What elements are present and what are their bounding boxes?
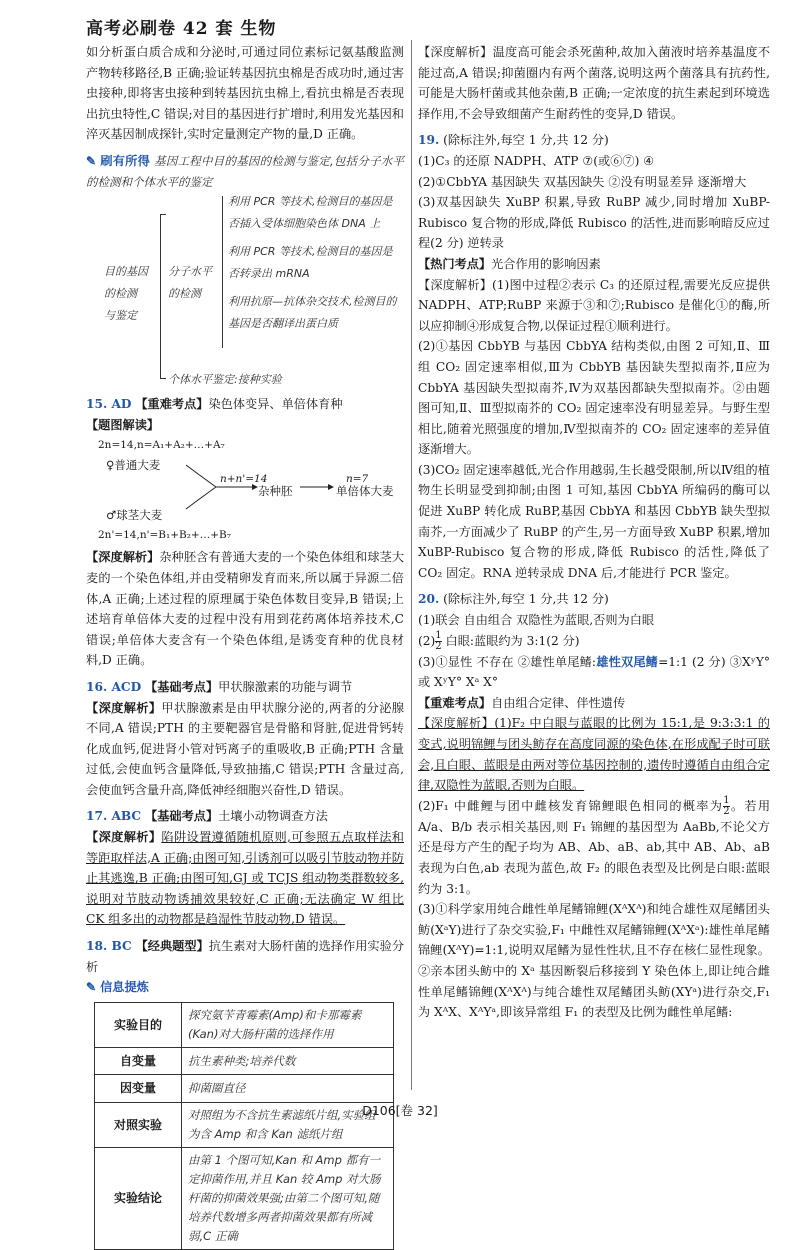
tree-mid-1: 分子水平: [168, 265, 212, 279]
cross-result: 单倍体大麦: [336, 484, 394, 499]
q20-answer-2: [418, 631, 770, 652]
q20-heading: [418, 589, 770, 610]
q15-analysis-text: 杂种胚含有普通大麦的一个染色体组和球茎大麦的一个染色体组,并由受精卵发育而来,所以属于异源二倍体,A 正确;上述过程的原理属于染色体数目变异,B 错误;上述培育单倍体大麦的过程中没有用到花药离体培养技术,C 错误;单倍体大麦含有一个染色体组,是诱变育种的优良材料,D 正确。: [86, 550, 405, 668]
note-text: 基因工程中目的基因的检测与鉴定,包括分子水平的检测和个体水平的鉴定: [86, 153, 405, 189]
table-row: [95, 1148, 394, 1250]
tree-item-1: 利用 PCR 等技术,检测目的基因是: [228, 195, 393, 209]
q20-a2-pre: (2): [418, 633, 436, 648]
q19-hot-tag: 【热门考点】: [418, 256, 492, 271]
q15-analysis: [86, 547, 404, 671]
q15-number: 15. AD: [86, 397, 132, 412]
table-row: [95, 1047, 394, 1075]
tree-item-5: 利用抗原—抗体杂交技术,检测目的: [228, 295, 397, 309]
table-cell: 抑菌圈直径: [182, 1075, 394, 1103]
q17-number: 17. ABC: [86, 809, 142, 824]
page-header: 高考必刷卷 42 套 生物: [86, 19, 277, 39]
tree-item-4: 否转录出 mRNA: [228, 267, 310, 281]
q20-scoring: (除标注外,每空 1 分,共 12 分): [443, 592, 609, 607]
q19-analysis-3: (3)CO₂ 固定速率越低,光合作用越弱,生长越受限制,所以Ⅳ组的植物生长明显受到抑制;由图 1 可知,基因 CbbYA 所编码的酶可以促进 XuBP 转化成 RuBP,基因 CbbYA 和基因 CbbYB 缺失型拟南芥,一方面减少了 RuBP 的产生,另一方面导致 XuBP 积累,增加 XuBP-Rubisco 复合物的形成,降低 Rubisco 的活性,降低了 CO₂ 固定。RNA 逆转录成 DNA 后,才能进行 PCR 鉴定。: [418, 462, 770, 580]
info-table: [94, 1002, 394, 1250]
q19-scoring: (除标注外,每空 1 分,共 12 分): [443, 133, 609, 148]
fraction-denominator: 2: [435, 640, 442, 652]
page-footer: D106[卷 32]: [362, 1103, 438, 1118]
q16-heading: [86, 677, 404, 698]
cross-hybrid: 杂种胚: [258, 484, 293, 499]
q20-an2-post: 。若用 A/a、B/b 表示相关基因,则 F₁ 锦鲤的基因型为 AaBb,不论父方还是母方产生的配子均为 AB、Ab、aB、ab,其中 AB、Ab、aB 表现为白色,ab 表现为蓝色,故 F₂ 的眼色表型及比例是白眼:蓝眼约为 3:1。: [418, 798, 771, 896]
q19-heading: [418, 130, 770, 151]
q19-answer-2: (2)①CbbYA 基因缺失 双基因缺失 ②没有明显差异 逐渐增大: [418, 174, 747, 189]
pencil-icon: ✎: [86, 153, 97, 168]
q16-number: 16. ACD: [86, 679, 142, 694]
q20-analysis-2: [418, 796, 770, 899]
q15-topic: 染色体变异、单倍体育种: [208, 397, 343, 412]
intro-paragraph: 如分析蛋白质合成和分泌时,可通过同位素标记氨基酸监测产物转移路径,B 正确;验证转基因抗虫棉是否成功时,通过害虫接种,即将害虫接种到转基因抗虫棉上,看抗虫棉是否表现出抗虫特性,C 错误;对目的基因进行扩增时,利用发光基因和淬灭基因制成探针,实时定量测定产物的量,D 正确。: [86, 45, 404, 142]
table-cell: 由第 1 个图可知,Kan 和 Amp 都有一定抑菌作用,并且 Kan 较 Amp 对大肠杆菌的抑菌效果强;由第二个图可知,随培养代数增多两者抑菌效果都有所减弱,C 正确: [182, 1148, 394, 1250]
q17-analysis: [86, 827, 404, 930]
q18-heading: [86, 936, 404, 977]
q20-a3-post: =1:1 (2 分) ③XʸY° 或 XʸY° Xᵃ X°: [418, 654, 771, 690]
tree-bracket-2: [222, 196, 223, 348]
q19-answer-3: (3)双基因缺失 XuBP 积累,导致 RuBP 减少,同时增加 XuBP-Rubisco 复合物的形成,降低 Rubisco 的活性,进而影响暗反应过程(2 分) 逆转录: [418, 195, 770, 251]
q18-number: 18. BC: [86, 939, 132, 954]
q20-key-tag: 【重难考点】: [418, 695, 492, 710]
tree-mid-2: 的检测: [168, 287, 201, 301]
q20-answer-1: (1)联会 自由组合 双隐性为蓝眼,否则为白眼: [418, 613, 655, 628]
tree-item-3: 利用 PCR 等技术,检测目的基因是: [228, 245, 393, 259]
cross-arrows: [98, 435, 338, 547]
q20-analysis-3: (3)①科学家用纯合雌性单尾鳍锦鲤(XᴬXᴬ)和纯合雄性双尾鳍团头鲂(XᵃY)进行了杂交实验,F₁ 中雌性双尾鳍锦鲤(XᴬXᵃ):雄性单尾鳍锦鲤(XᴬY)=1:1,说明双尾鳍为显性性状,且不存在核仁显性现象。②亲本团头鲂中的 Xᵃ 基因断裂后移接到 Y 染色体上,即让纯合雌性单尾鳍锦鲤(XᴬXᴬ)与纯合雄性双尾鳍团头鲂(XYᵃ)进行杂交,F₁ 为 XᴬX、XᴬYᵃ,即该异常组 F₁ 的表型及比例为雌性单尾鳍:: [418, 902, 770, 1020]
right-column: [418, 42, 770, 1023]
cross-bottom: 2n'=14,n'=B₁+B₂+…+B₇: [98, 529, 231, 542]
tree-root-2: 的检测: [104, 287, 137, 301]
q16-analysis-tag: 【深度解析】: [86, 700, 162, 715]
table-row: [95, 1075, 394, 1103]
q17-topic: 土壤小动物调查方法: [218, 809, 328, 824]
table-cell: 抗生素种类;培养代数: [182, 1047, 394, 1075]
table-head: 实验结论: [95, 1148, 182, 1250]
q20-an2-pre: (2)F₁ 中雌鲤与团中雌核发育锦鲤眼色相同的概率为: [418, 798, 724, 813]
pencil-icon: ✎: [86, 980, 97, 995]
fraction-denominator: 2: [723, 805, 730, 817]
table-cell: 对照组为不含抗生素滤纸片组,实验组为含 Amp 和含 Kan 滤纸片组: [182, 1103, 394, 1148]
q18-tag: 【经典题型】: [135, 939, 209, 954]
q19-analysis-2: (2)①基因 CbbYB 与基因 CbbYA 结构类似,由图 2 可知,Ⅱ、Ⅲ组 CO₂ 固定速率相似,Ⅲ为 CbbYB 基因缺失型拟南芥,Ⅱ应为 CbbYA 基因缺失型拟南芥,Ⅳ为双基因都缺失型拟南芥。②由题图可知,Ⅱ、Ⅲ型拟南芥的 CO₂ 固定速率没有明显差异。与野生型相比,随着光照强度的增加,Ⅳ型拟南芥的 CO₂ 固定速率的差异值逐渐增大。: [418, 339, 770, 457]
q16-topic: 甲状腺激素的功能与调节: [218, 679, 353, 694]
note-paragraph: [86, 151, 404, 192]
table-cell: 探究氨苄青霉素(Amp)和卡那霉素(Kan)对大肠杆菌的选择作用: [182, 1002, 394, 1047]
fraction-numerator: 1: [723, 794, 730, 806]
q19-hot-text: 光合作用的影响因素: [491, 256, 601, 271]
fraction-numerator: 1: [435, 629, 442, 641]
column-divider: [411, 40, 412, 1090]
q17-heading: [86, 806, 404, 827]
detection-tree: [90, 192, 404, 388]
tree-tick: [160, 378, 166, 379]
cross-male: ♂球茎大麦: [106, 508, 163, 523]
table-head: 因变量: [95, 1075, 182, 1103]
tree-item-2: 否插入受体细胞染色体 DNA 上: [228, 217, 381, 231]
q20-analysis-1: 【深度解析】(1)F₂ 中白眼与蓝眼的比例为 15:1,是 9:3:3:1 的变式,说明锦鲤与团头鲂存在高度同源的染色体,在形成配子时可联会,且白眼、蓝眼是由两对等位基因控制的,遗传时遵循自由组合定律,双隐性为蓝眼,否则为白眼。: [418, 716, 770, 793]
q19-answer-1: (1)C₃ 的还原 NADPH、ATP ⑦(或⑥⑦) ④: [418, 153, 655, 168]
cross-female: ♀普通大麦: [106, 458, 161, 473]
q16-analysis-text: 甲状腺激素是由甲状腺分泌的,两者的分泌腺不同,A 错误;PTH 的主要靶器官是骨骼和肾脏,促进骨钙转化成血钙,促进肾小管对钙离子的重吸收,B 正确;PTH 含量过低,会使血钙含量降低,导致抽搐,C 错误;PTH 含量过高,会使血钙含量升高,降低神经细胞兴奋性,D 错误。: [86, 700, 404, 797]
table-head: 自变量: [95, 1047, 182, 1075]
cross-n7: n=7: [346, 473, 369, 486]
table-row: [95, 1002, 394, 1047]
tree-item-6: 基因是否翻译出蛋白质: [228, 317, 338, 331]
q18-continued: 【深度解析】温度高可能会杀死菌种,故加入菌液时培养基温度不能过高,A 错误;抑菌圈内有两个菌落,说明这两个菌落具有抗药性,可能是大肠杆菌或其他杂菌,B 正确;一定浓度的抗生素起到环境选择作用,不会导致细菌产生耐药性的变异,D 错误。: [418, 45, 770, 121]
table-head: 对照实验: [95, 1103, 182, 1148]
tree-root-1: 目的基因: [104, 265, 148, 279]
q20-number: 20.: [418, 592, 440, 607]
table-head: 实验目的: [95, 1002, 182, 1047]
cross-diagram: [98, 435, 404, 547]
tree-root-3: 与鉴定: [104, 309, 137, 323]
q19-analysis-1: 【深度解析】(1)图中过程②表示 C₃ 的还原过程,需要光反应提供 NADPH、ATP;RuBP 来源于③和⑦;Rubisco 是催化①的酶,所以应抑制④形成复合物,以保证过程①顺利进行。: [418, 277, 770, 333]
q20-a3-pre: (3)①显性 不存在 ②雄性单尾鳍:: [418, 654, 597, 669]
q18-info-label: [86, 977, 404, 998]
tree-individual: 个体水平鉴定:接种实验: [168, 373, 282, 387]
cross-sum: n+n'=14: [220, 473, 268, 486]
left-column: [86, 42, 404, 1250]
q20-answer-3: [418, 652, 770, 693]
info-label: 信息提炼: [100, 980, 149, 995]
q19-hot: [418, 254, 770, 275]
cross-top: 2n=14,n=A₁+A₂+…+A₇: [98, 439, 225, 452]
q15-analysis-tag: 【深度解析】: [86, 550, 160, 565]
q16-tag: 【基础考点】: [145, 679, 219, 694]
q18-topic: 抗生素对大肠杆菌的选择作用实验分析: [86, 939, 405, 974]
q20-a2-post: 白眼:蓝眼约为 3:1(2 分): [441, 633, 580, 648]
q16-analysis: [86, 698, 404, 801]
q20-key: [418, 693, 770, 714]
q17-tag: 【基础考点】: [145, 809, 219, 824]
q20-key-text: 自由组合定律、伴性遗传: [491, 695, 626, 710]
q15-tag: 【重难考点】: [135, 397, 209, 412]
q15-reading: 【题图解读】: [86, 417, 160, 432]
note-label: 刷有所得: [100, 153, 150, 168]
q17-analysis-tag: 【深度解析】: [86, 830, 162, 845]
q19-number: 19.: [418, 133, 440, 148]
tree-bracket-1: [160, 214, 161, 378]
q15-heading: [86, 394, 404, 415]
q17-analysis-text: 陷阱设置遵循随机原则,可参照五点取样法和等距取样法,A 正确;由图可知,引诱剂可以吸引节肢动物并防止其逃逸,B 正确;由图可知,GJ 或 TCJS 组动物类群数较多,说明对节肢动物诱捕效果较好,C 正确;无法确定 W 组比 CK 组多出的动物都是趋湿性节肢动物,D 错误。: [86, 830, 404, 927]
q20-a3-highlight: 雄性双尾鳍: [596, 654, 659, 669]
tree-tick: [160, 214, 166, 215]
